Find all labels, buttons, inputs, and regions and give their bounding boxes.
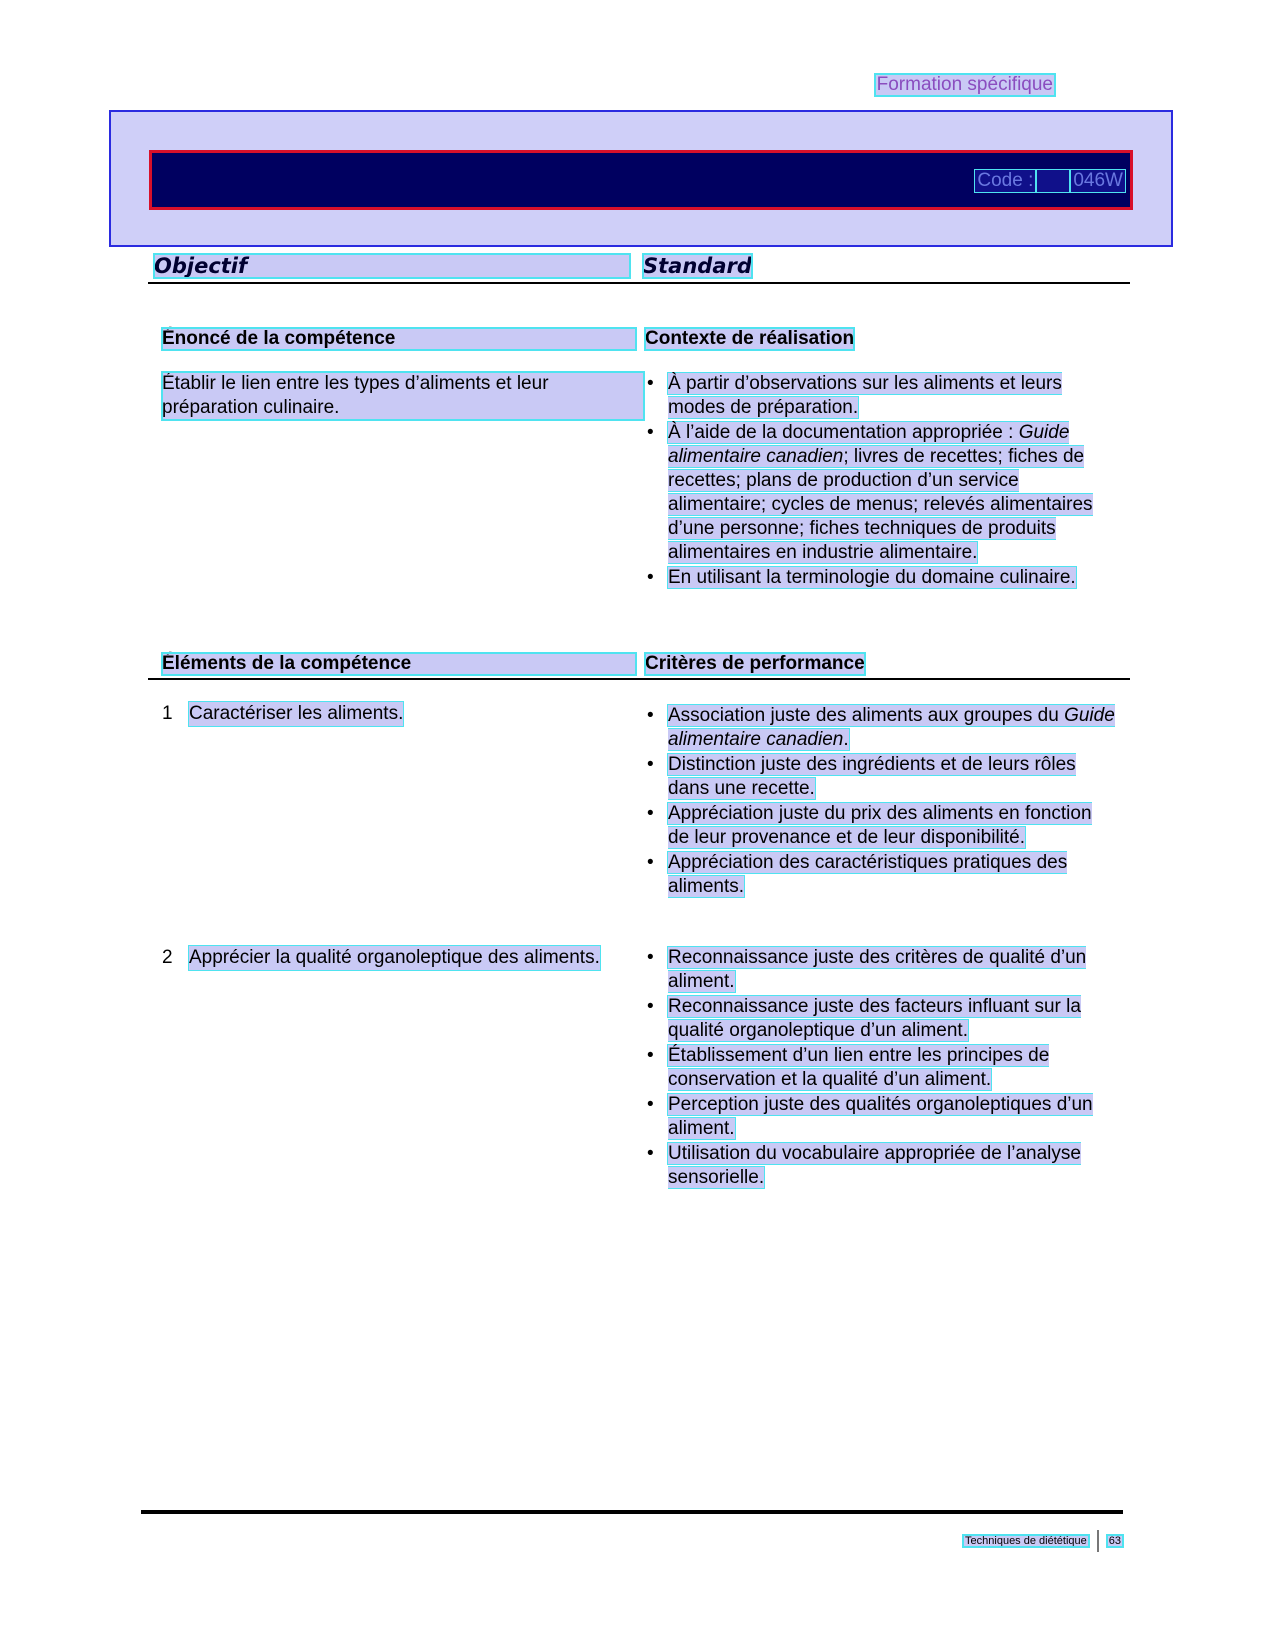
list-item: • À partir d’observations sur les aliments et leurs modes de préparation.	[645, 372, 1115, 420]
element-item-1	[162, 702, 642, 726]
heading-elements: Éléments de la compétence	[162, 653, 636, 675]
code-field	[974, 169, 1126, 193]
heading-contexte: Contexte de réalisation	[645, 328, 855, 349]
list-item: • Reconnaissance juste des facteurs influant sur la qualité organoleptique d’un aliment.	[645, 995, 1115, 1043]
page-number: 63	[1108, 1535, 1121, 1547]
section-rule	[148, 282, 1130, 284]
section-standard: Standard	[643, 254, 752, 278]
criteria-list-1	[645, 704, 1115, 900]
list-item: • À l’aide de la documentation appropriée : Guide alimentaire canadien; livres de recettes; fiches de recettes; plans de production d’un service alimentaire; cycles de menus; relevés alimentaires d’une personne; fiches techniques de produits alimentaires en industrie alimentaire.	[645, 421, 1115, 565]
list-item: • Association juste des aliments aux groupes du Guide alimentaire canadien.	[645, 704, 1115, 752]
footer	[963, 1530, 1123, 1552]
section-objectif: Objectif	[154, 254, 630, 278]
elements-rule	[148, 678, 1130, 680]
element-item-2	[162, 946, 642, 970]
header-frame	[109, 110, 1173, 247]
criteria-list-2	[645, 946, 1115, 1191]
list-item: • Reconnaissance juste des critères de qualité d’un aliment.	[645, 946, 1115, 994]
footer-divider	[1097, 1530, 1099, 1552]
code-spacer	[1036, 169, 1070, 193]
element-text: Apprécier la qualité organoleptique des aliments.	[189, 947, 600, 968]
heading-criteres: Critères de performance	[645, 653, 865, 674]
top-label: Formation spécifique	[876, 74, 1053, 95]
competence-statement: Établir le lien entre les types d’aliments et leur préparation culinaire.	[162, 372, 644, 420]
footer-rule	[141, 1510, 1123, 1514]
element-number: 1	[162, 703, 173, 724]
list-item: • Appréciation des caractéristiques pratiques des aliments.	[645, 851, 1115, 899]
context-list	[645, 372, 1115, 591]
list-item: • Établissement d’un lien entre les principes de conservation et la qualité d’un aliment.	[645, 1044, 1115, 1092]
code-label: Code :	[974, 169, 1036, 193]
list-item: • Distinction juste des ingrédients et de leurs rôles dans une recette.	[645, 753, 1115, 801]
list-item: • En utilisant la terminologie du domaine culinaire.	[645, 566, 1115, 590]
heading-enonce: Énoncé de la compétence	[162, 328, 636, 350]
list-item: • Appréciation juste du prix des aliments en fonction de leur provenance et de leur disponibilité.	[645, 802, 1115, 850]
element-number: 2	[162, 947, 173, 968]
element-text: Caractériser les aliments.	[189, 703, 404, 724]
title-bar	[149, 150, 1133, 210]
footer-program: Techniques de diététique	[965, 1535, 1087, 1547]
code-value: 046W	[1070, 169, 1126, 193]
list-item: • Perception juste des qualités organoleptiques d’un aliment.	[645, 1093, 1115, 1141]
list-item: • Utilisation du vocabulaire appropriée de l’analyse sensorielle.	[645, 1142, 1115, 1190]
